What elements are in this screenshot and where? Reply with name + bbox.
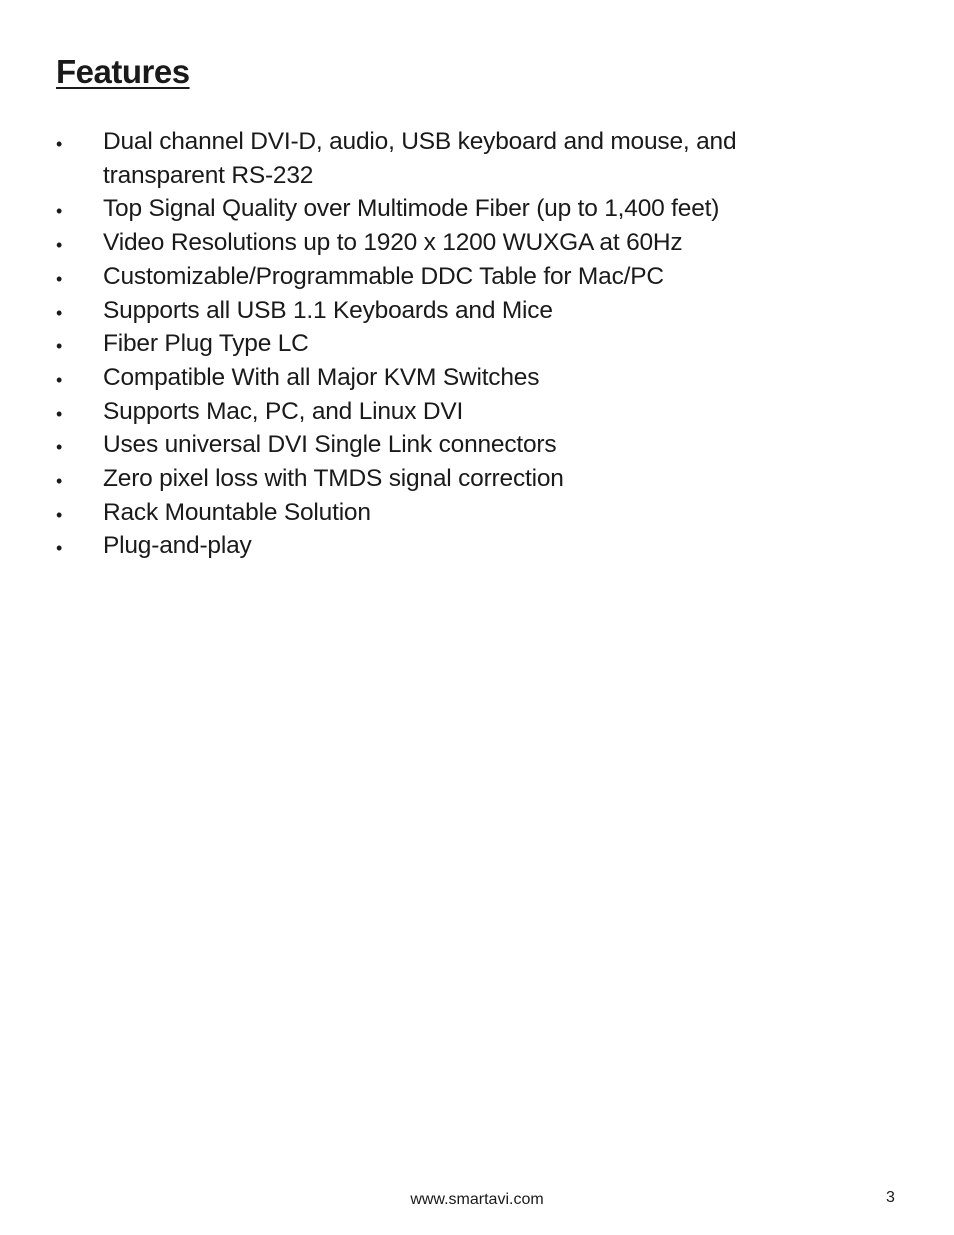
bullet-icon: • (56, 403, 63, 424)
page-number: 3 (886, 1189, 895, 1206)
feature-text: Top Signal Quality over Multimode Fiber (up to 1,400 feet) (103, 195, 720, 223)
bullet-icon: • (56, 235, 63, 256)
feature-text: Customizable/Programmable DDC Table for Mac/PC (103, 262, 664, 290)
feature-text: Supports all USB 1.1 Keyboards and Mice (103, 296, 553, 324)
bullet-icon: • (56, 268, 63, 289)
feature-list (56, 125, 836, 563)
bullet-icon: • (56, 538, 63, 559)
bullet-icon: • (56, 369, 63, 390)
list-item (56, 428, 836, 462)
list-item (56, 260, 836, 294)
list-item (56, 294, 836, 328)
page-title: Features (56, 53, 190, 90)
bullet-icon: • (56, 471, 63, 492)
list-item (56, 529, 836, 563)
bullet-icon: • (56, 302, 63, 323)
feature-text: Supports Mac, PC, and Linux DVI (103, 397, 464, 425)
bullet-icon: • (56, 201, 63, 222)
list-item (56, 125, 836, 192)
list-item (56, 226, 836, 260)
list-item (56, 395, 836, 429)
bullet-icon: • (56, 336, 63, 357)
feature-text: Dual channel DVI-D, audio, USB keyboard and mouse, and transparent RS-232 (103, 128, 737, 189)
feature-text: Rack Mountable Solution (103, 498, 371, 526)
footer-url: www.smartavi.com (410, 1191, 544, 1208)
bullet-icon: • (56, 437, 63, 458)
bullet-icon: • (56, 134, 63, 154)
feature-text: Plug-and-play (103, 532, 252, 560)
feature-text: Zero pixel loss with TMDS signal correction (103, 465, 564, 493)
feature-text: Video Resolutions up to 1920 x 1200 WUXGA at 60Hz (103, 229, 683, 257)
list-item (56, 496, 836, 530)
feature-text: Fiber Plug Type LC (103, 330, 309, 358)
list-item (56, 361, 836, 395)
bullet-icon: • (56, 504, 63, 525)
list-item (56, 192, 836, 226)
feature-text: Uses universal DVI Single Link connectors (103, 431, 557, 459)
list-item (56, 462, 836, 496)
list-item (56, 327, 836, 361)
feature-text: Compatible With all Major KVM Switches (103, 363, 540, 391)
